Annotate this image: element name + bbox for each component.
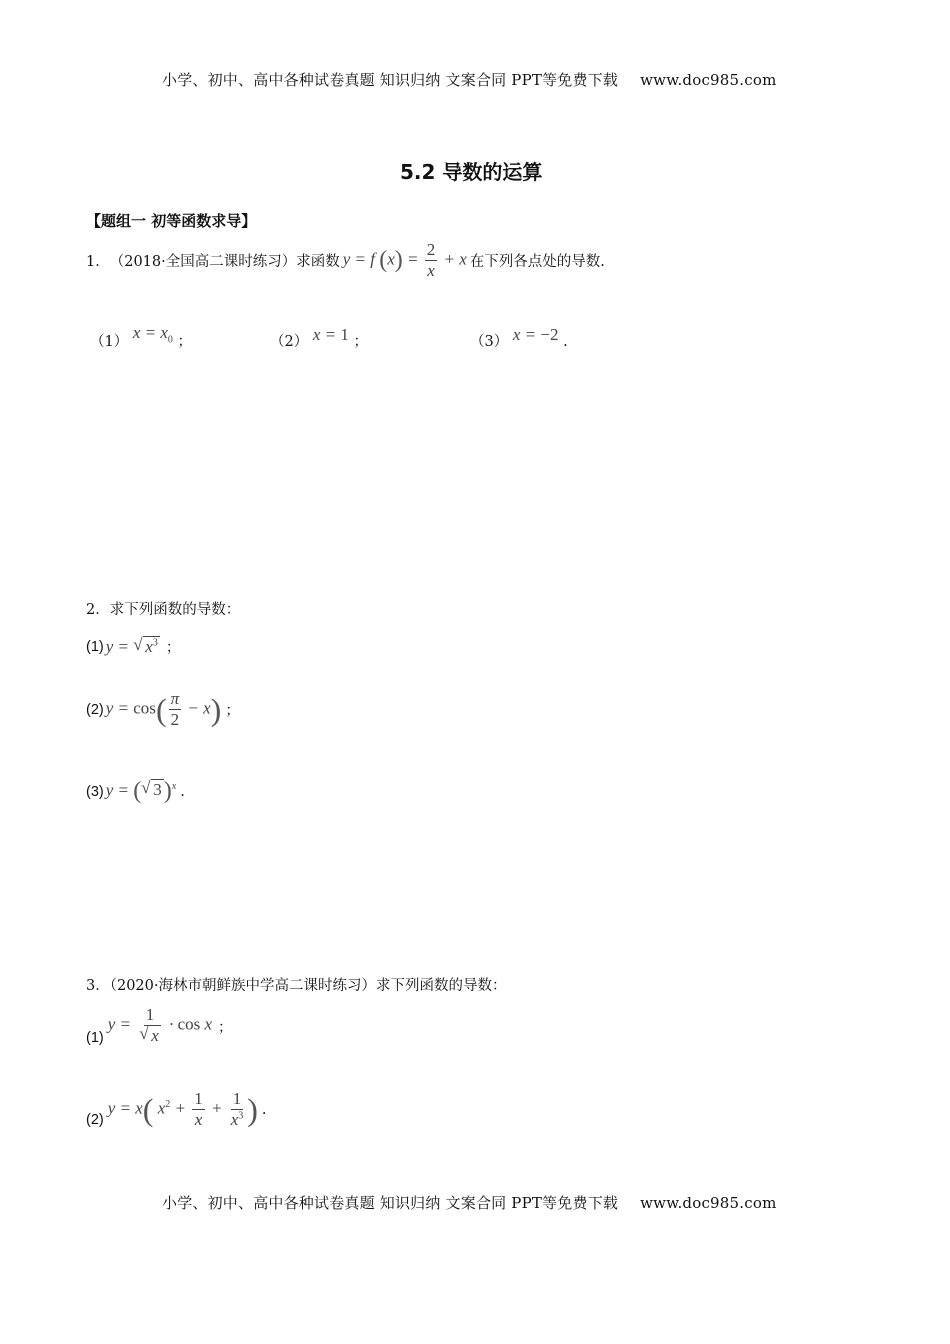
- part-end: .: [180, 783, 185, 800]
- page-title: 5.2 导数的运算: [400, 160, 543, 184]
- part-formula: y = cos( $\frac{\pi}{2}$ − x): [105, 689, 222, 729]
- part-formula: y = 1 √ x · cos x: [108, 1006, 212, 1045]
- part-label: (2): [86, 701, 104, 718]
- question-source: （2018·全国高二课时练习）求函数: [109, 254, 340, 271]
- function-formula: y = f (x) = $\frac{2}{x}$ + x: [342, 240, 467, 280]
- q1-part-3: [470, 325, 568, 351]
- part-formula: y = (√ 3)$^x$: [106, 778, 176, 805]
- part-label: （2）: [270, 334, 309, 350]
- part-label: (2): [86, 1111, 104, 1128]
- q2-part-3: [86, 778, 185, 805]
- header-site-link[interactable]: www.doc985.com: [640, 71, 777, 89]
- question-suffix: 在下列各点处的导数.: [469, 254, 605, 271]
- page-header: [162, 69, 777, 90]
- part-formula: $x = x_0$: [132, 323, 173, 346]
- part-end: ；: [353, 334, 368, 350]
- part-formula: x = −2: [512, 325, 559, 344]
- part-formula: x = 1: [312, 325, 349, 344]
- q1-part-2: [270, 325, 368, 351]
- footer-site-link[interactable]: www.doc985.com: [640, 1194, 777, 1212]
- q3-part-2: [86, 1090, 267, 1129]
- part-label: (1): [86, 1030, 104, 1046]
- question-2-stem: 2．求下列函数的导数：: [86, 602, 241, 618]
- header-text: 小学、初中、高中各种试卷真题 知识归纳 文案合同 PPT等免费下载: [162, 71, 619, 89]
- part-end: ；: [165, 640, 181, 656]
- question-number: 1．: [86, 254, 110, 271]
- part-end: ；: [177, 334, 193, 350]
- section-heading-group1: 【题组一 初等函数求导】: [86, 212, 257, 230]
- part-end: .: [261, 1101, 267, 1118]
- q2-part-2: [86, 690, 240, 729]
- question-1: [86, 241, 605, 280]
- question-3-stem: 3．（2020·海林市朝鲜族中学高二课时练习）求下列函数的导数：: [86, 978, 507, 994]
- part-formula: y = √ $x^3$: [106, 637, 160, 657]
- part-end: .: [563, 334, 568, 350]
- page-footer: [162, 1192, 777, 1213]
- part-end: ；: [225, 703, 240, 720]
- part-label: （3）: [470, 334, 509, 350]
- q3-part-1: [86, 1006, 233, 1046]
- part-end: ；: [218, 1019, 233, 1036]
- part-label: (3): [86, 783, 104, 800]
- q1-part-1: [90, 323, 193, 353]
- part-formula: y = x( $x^2$ + $\frac{1}{x}$ + $\frac{1}{x^3}$ ): [107, 1089, 258, 1129]
- part-label: （1）: [90, 334, 129, 350]
- footer-text: 小学、初中、高中各种试卷真题 知识归纳 文案合同 PPT等免费下载: [162, 1194, 619, 1212]
- q2-part-1: [86, 636, 180, 657]
- part-label: (1): [86, 638, 104, 655]
